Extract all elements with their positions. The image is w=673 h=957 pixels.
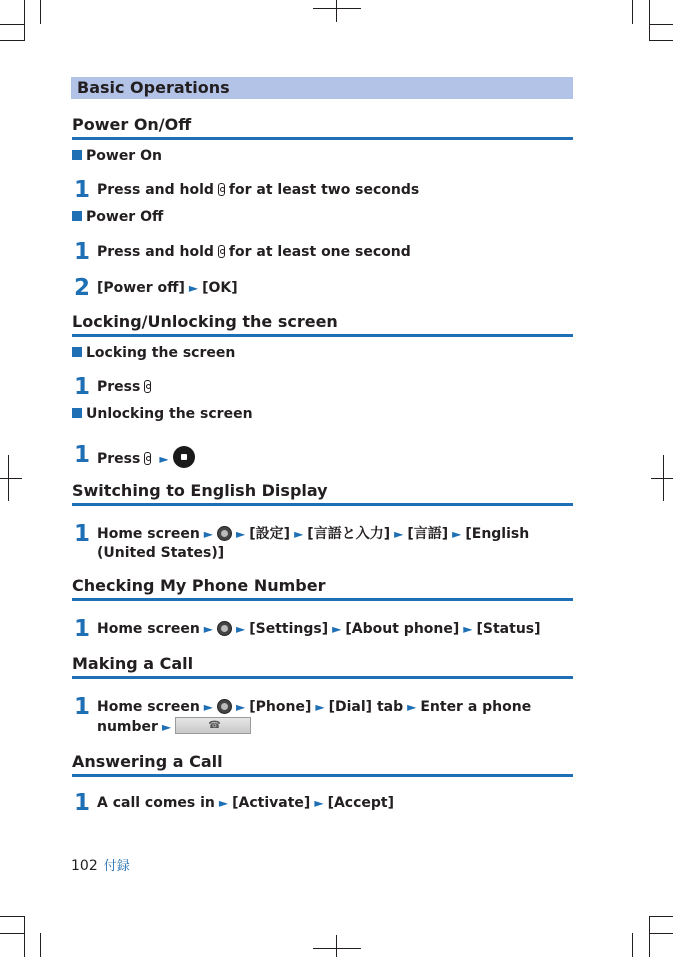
apps-icon [217,699,232,714]
power-key-icon [218,183,225,196]
section-title-number: Checking My Phone Number [72,576,573,601]
step-call: 1 Home screen ► ► [Phone] ► [Dial] tab ► Enter a phone number ►☎ [74,698,573,737]
apps-icon [217,526,232,541]
step-unlock: 1 Press ► [74,446,573,469]
power-key-icon [218,245,225,258]
footer-label: 付録 [103,859,130,874]
step-answer: 1 A call comes in ► [Activate] ► [Accept] [74,790,395,816]
section-title-call: Making a Call [72,654,573,679]
power-key-icon [144,452,151,465]
step-number: 1 Home screen ► ► [Settings] ► [About phone] ► [Status] [74,616,541,642]
page-footer [71,855,130,874]
subheading-power-on: Power On [72,148,162,164]
subheading-unlocking: Unlocking the screen [72,406,253,422]
subheading-locking: Locking the screen [72,345,235,361]
chapter-title: Basic Operations [71,77,573,99]
call-button-icon [175,717,251,734]
step-power-on: 1 Press and hold for at least two seconds [74,177,420,203]
step-power-off-1: 1 Press and hold for at least one second [74,239,411,265]
power-key-icon [144,380,151,393]
subheading-power-off: Power Off [72,209,163,225]
section-title-power: Power On/Off [72,115,573,140]
section-title-english: Switching to English Display [72,481,573,506]
lock-icon [173,446,195,468]
step-power-off-2: 2 [Power off] ► [OK] [74,275,238,301]
page-number: 102 [71,858,98,874]
section-title-answer: Answering a Call [72,752,573,777]
step-lock: 1 Press [74,378,573,397]
step-english: 1 Home screen ► ► [設定] ► [言語と入力] ► [言語] ► [English (United States)] [74,521,530,561]
section-title-lock: Locking/Unlocking the screen [72,312,573,337]
apps-icon [217,621,232,636]
